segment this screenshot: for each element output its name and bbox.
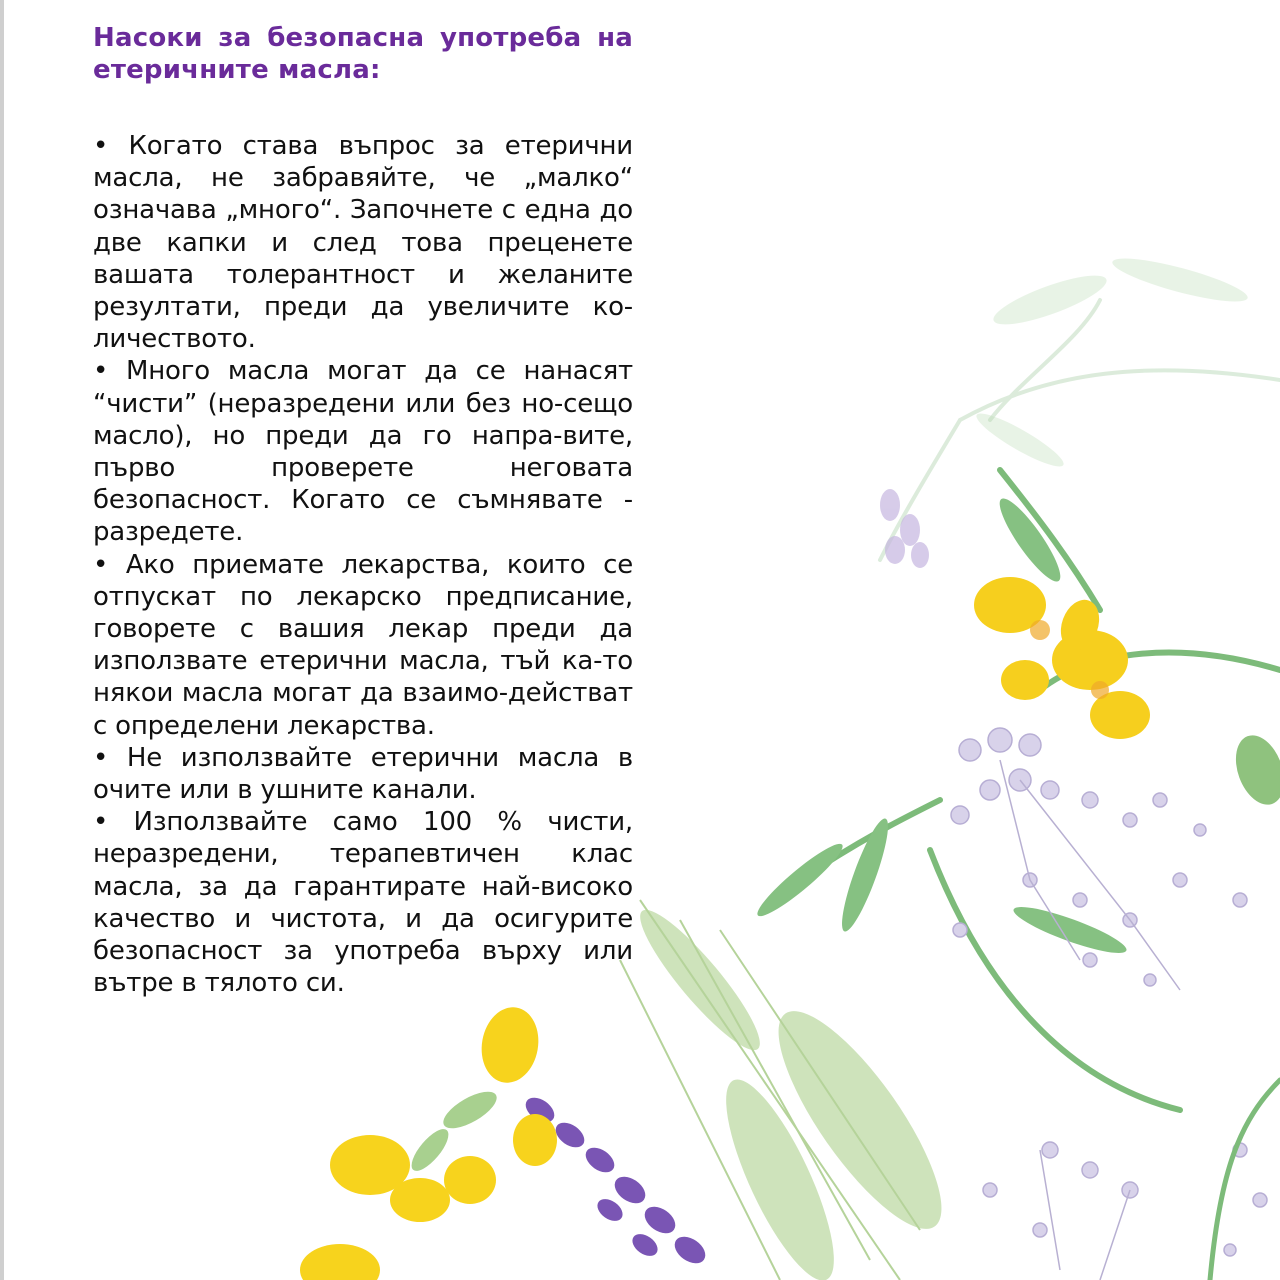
bullet-item: • Използвайте само 100 % чисти, неразредени, терапевтичен клас масла, за да гарантирате най-високо качество и чистота, и да осигурите безопасност за употреба върху или вътре в тялото си. [93, 807, 633, 999]
bullet-item: • Не използвайте етерични масла в очите или в ушните канали. [93, 742, 633, 806]
section-heading: Насоки за безопасна употреба на етеричните масла: [93, 23, 633, 85]
bullet-item: • Много масла могат да се нанасят “чисти” (неразредени или без но-сещо масло), но преди да го напра-вите, първо проверете неговата безопасност. Когато се съмнявате - разредете. [93, 356, 633, 548]
bullet-item: • Когато става въпрос за етерични масла, не забравяйте, че „малко“ означава „много“. Започнете с една до две капки и след това преценете вашата толерантност и желаните резултати, преди да увеличите ко-личеството. [93, 131, 633, 355]
bullet-item: • Ако приемате лекарства, които се отпускат по лекарско предписание, говорете с вашия лекар преди да използвате етерични масла, тъй ка-то някои масла могат да взаимо-действат с определени лекарства. [93, 549, 633, 741]
text-column [93, 22, 633, 999]
